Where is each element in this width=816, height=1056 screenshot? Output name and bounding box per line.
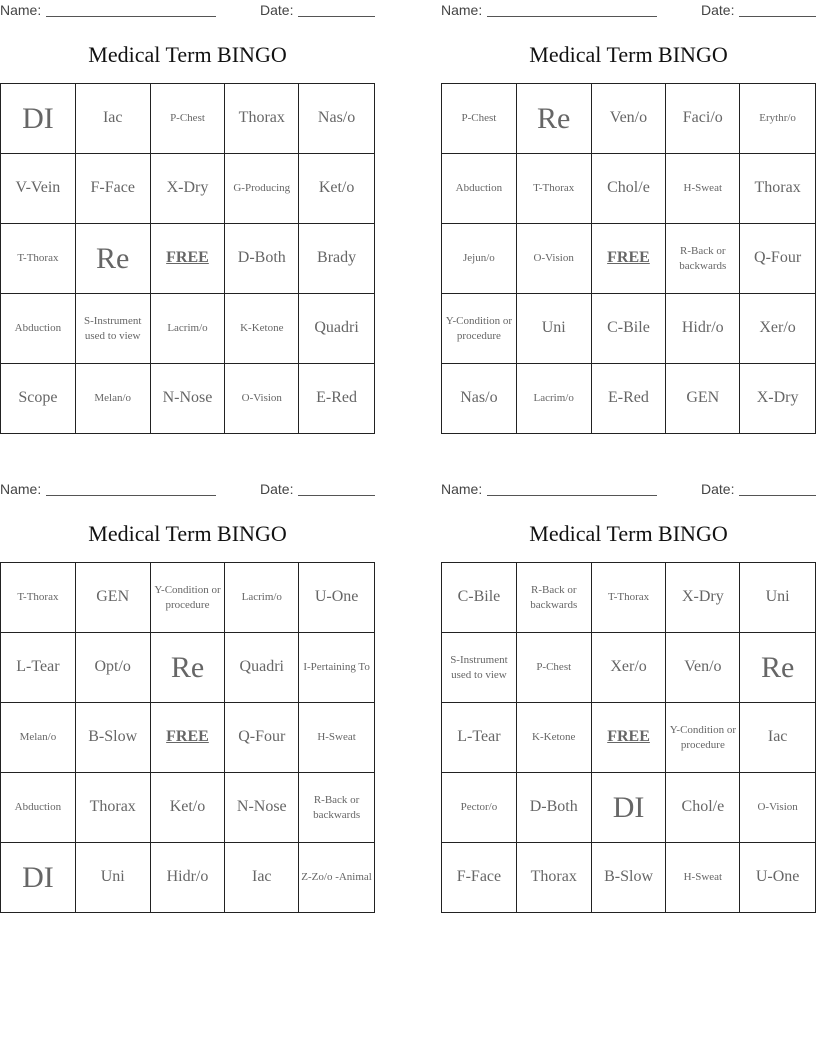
- bingo-cell: F-Face: [75, 154, 150, 224]
- bingo-cell: Abduction: [1, 294, 76, 364]
- grid-row: [1, 773, 375, 843]
- date-label: Date:: [260, 481, 294, 497]
- grid-row: [442, 843, 816, 913]
- name-label: Name:: [441, 481, 483, 497]
- bingo-cell: U-One: [740, 843, 816, 913]
- grid-row: [442, 563, 816, 633]
- name-label: Name:: [441, 2, 483, 18]
- card-title: Medical Term BINGO: [88, 521, 287, 546]
- bingo-cell: Xer/o: [740, 294, 816, 364]
- bingo-cell: P-Chest: [150, 84, 225, 154]
- free-space-cell: FREE: [591, 703, 666, 773]
- name-line: [487, 495, 657, 496]
- bingo-cell: Melan/o: [1, 703, 76, 773]
- card-title: Medical Term BINGO: [88, 42, 287, 67]
- bingo-cell: Iac: [75, 84, 150, 154]
- bingo-cell: Ven/o: [591, 84, 666, 154]
- bingo-cell: Y-Condition or procedure: [442, 294, 517, 364]
- bingo-cell: H-Sweat: [666, 843, 740, 913]
- bingo-cell: Y-Condition or procedure: [150, 563, 225, 633]
- name-line: [487, 16, 657, 17]
- bingo-cell: GEN: [75, 563, 150, 633]
- grid-row: [1, 633, 375, 703]
- bingo-card-1: [0, 0, 375, 434]
- bingo-cell: X-Dry: [150, 154, 225, 224]
- bingo-cell: S-Instrument used to view: [442, 633, 517, 703]
- bingo-cell: DI: [1, 843, 76, 913]
- bingo-grid: [441, 562, 816, 913]
- date-label: Date:: [260, 2, 294, 18]
- bingo-cell: Re: [516, 84, 591, 154]
- grid-row: [1, 843, 375, 913]
- bingo-cell: X-Dry: [740, 364, 816, 434]
- bingo-cell: Re: [150, 633, 225, 703]
- card-header: [441, 479, 816, 499]
- bingo-cell: T-Thorax: [591, 563, 666, 633]
- card-title: Medical Term BINGO: [529, 521, 728, 546]
- bingo-cell: Abduction: [1, 773, 76, 843]
- bingo-cell: F-Face: [442, 843, 517, 913]
- bingo-cell: L-Tear: [1, 633, 76, 703]
- date-line: [739, 495, 816, 496]
- bingo-cell: Thorax: [225, 84, 299, 154]
- bingo-cell: Ket/o: [299, 154, 375, 224]
- bingo-cell: Uni: [740, 563, 816, 633]
- grid-row: [1, 703, 375, 773]
- bingo-cell: Abduction: [442, 154, 517, 224]
- bingo-cell: H-Sweat: [299, 703, 375, 773]
- card-title: Medical Term BINGO: [529, 42, 728, 67]
- grid-row: [1, 294, 375, 364]
- bingo-cell: D-Both: [225, 224, 299, 294]
- grid-row: [442, 364, 816, 434]
- name-line: [46, 16, 216, 17]
- grid-row: [1, 154, 375, 224]
- bingo-cell: P-Chest: [516, 633, 591, 703]
- bingo-cell: Uni: [75, 843, 150, 913]
- bingo-cell: G-Producing: [225, 154, 299, 224]
- grid-row: [1, 224, 375, 294]
- bingo-cell: I-Pertaining To: [299, 633, 375, 703]
- date-line: [298, 495, 375, 496]
- bingo-cell: Iac: [225, 843, 299, 913]
- bingo-grid: [441, 83, 816, 434]
- bingo-card-2: [441, 0, 816, 434]
- date-label: Date:: [701, 2, 735, 18]
- grid-row: [1, 563, 375, 633]
- bingo-cell: D-Both: [516, 773, 591, 843]
- bingo-cell: S-Instrument used to view: [75, 294, 150, 364]
- bingo-cell: Q-Four: [740, 224, 816, 294]
- bingo-cell: Re: [75, 224, 150, 294]
- bingo-cell: Erythr/o: [740, 84, 816, 154]
- name-line: [46, 495, 216, 496]
- grid-row: [442, 84, 816, 154]
- bingo-grid: [0, 562, 375, 913]
- bingo-cell: Faci/o: [666, 84, 740, 154]
- bingo-cell: Chol/e: [666, 773, 740, 843]
- bingo-cell: O-Vision: [740, 773, 816, 843]
- bingo-cell: K-Ketone: [516, 703, 591, 773]
- bingo-cell: Thorax: [75, 773, 150, 843]
- bingo-cell: Jejun/o: [442, 224, 517, 294]
- date-label: Date:: [701, 481, 735, 497]
- bingo-cell: Re: [740, 633, 816, 703]
- bingo-cell: Pector/o: [442, 773, 517, 843]
- bingo-cell: Melan/o: [75, 364, 150, 434]
- free-space-cell: FREE: [150, 224, 225, 294]
- bingo-cell: Hidr/o: [150, 843, 225, 913]
- bingo-cell: B-Slow: [591, 843, 666, 913]
- bingo-cell: Ven/o: [666, 633, 740, 703]
- bingo-cell: GEN: [666, 364, 740, 434]
- bingo-cell: P-Chest: [442, 84, 517, 154]
- bingo-cell: T-Thorax: [1, 224, 76, 294]
- card-header: [441, 0, 816, 20]
- bingo-cell: Scope: [1, 364, 76, 434]
- date-line: [298, 16, 375, 17]
- bingo-card-3: [0, 479, 375, 913]
- bingo-cell: R-Back or backwards: [516, 563, 591, 633]
- bingo-cell: DI: [1, 84, 76, 154]
- bingo-cell: E-Red: [591, 364, 666, 434]
- free-space-cell: FREE: [591, 224, 666, 294]
- grid-row: [442, 703, 816, 773]
- bingo-cell: Q-Four: [225, 703, 299, 773]
- bingo-cell: Quadri: [299, 294, 375, 364]
- grid-row: [1, 84, 375, 154]
- bingo-cell: Opt/o: [75, 633, 150, 703]
- bingo-cell: DI: [591, 773, 666, 843]
- bingo-cell: V-Vein: [1, 154, 76, 224]
- grid-row: [442, 154, 816, 224]
- bingo-cell: C-Bile: [442, 563, 517, 633]
- bingo-cell: Chol/e: [591, 154, 666, 224]
- bingo-cell: Uni: [516, 294, 591, 364]
- bingo-cell: N-Nose: [150, 364, 225, 434]
- grid-row: [442, 633, 816, 703]
- bingo-cell: Nas/o: [299, 84, 375, 154]
- bingo-cell: Lacrim/o: [516, 364, 591, 434]
- bingo-cell: O-Vision: [225, 364, 299, 434]
- bingo-cell: Brady: [299, 224, 375, 294]
- grid-row: [442, 773, 816, 843]
- bingo-card-4: [441, 479, 816, 913]
- bingo-cell: Nas/o: [442, 364, 517, 434]
- bingo-cell: Thorax: [740, 154, 816, 224]
- bingo-cell: Lacrim/o: [225, 563, 299, 633]
- bingo-cell: O-Vision: [516, 224, 591, 294]
- bingo-cell: T-Thorax: [1, 563, 76, 633]
- bingo-cell: B-Slow: [75, 703, 150, 773]
- date-line: [739, 16, 816, 17]
- bingo-cell: N-Nose: [225, 773, 299, 843]
- bingo-cell: U-One: [299, 563, 375, 633]
- bingo-cell: R-Back or backwards: [299, 773, 375, 843]
- name-label: Name:: [0, 2, 42, 18]
- bingo-cell: E-Red: [299, 364, 375, 434]
- name-label: Name:: [0, 481, 42, 497]
- bingo-cell: Hidr/o: [666, 294, 740, 364]
- free-space-cell: FREE: [150, 703, 225, 773]
- grid-row: [442, 294, 816, 364]
- bingo-cell: Ket/o: [150, 773, 225, 843]
- card-header: [0, 479, 375, 499]
- bingo-cell: Thorax: [516, 843, 591, 913]
- bingo-cell: K-Ketone: [225, 294, 299, 364]
- bingo-cell: Lacrim/o: [150, 294, 225, 364]
- bingo-cell: Xer/o: [591, 633, 666, 703]
- card-header: [0, 0, 375, 20]
- grid-row: [1, 364, 375, 434]
- bingo-cell: C-Bile: [591, 294, 666, 364]
- bingo-cell: Z-Zo/o -Animal: [299, 843, 375, 913]
- bingo-cell: Quadri: [225, 633, 299, 703]
- bingo-cell: Iac: [740, 703, 816, 773]
- bingo-cell: L-Tear: [442, 703, 517, 773]
- bingo-cell: R-Back or backwards: [666, 224, 740, 294]
- bingo-cell: X-Dry: [666, 563, 740, 633]
- bingo-cell: T-Thorax: [516, 154, 591, 224]
- grid-row: [442, 224, 816, 294]
- bingo-cell: Y-Condition or procedure: [666, 703, 740, 773]
- bingo-cell: H-Sweat: [666, 154, 740, 224]
- bingo-grid: [0, 83, 375, 434]
